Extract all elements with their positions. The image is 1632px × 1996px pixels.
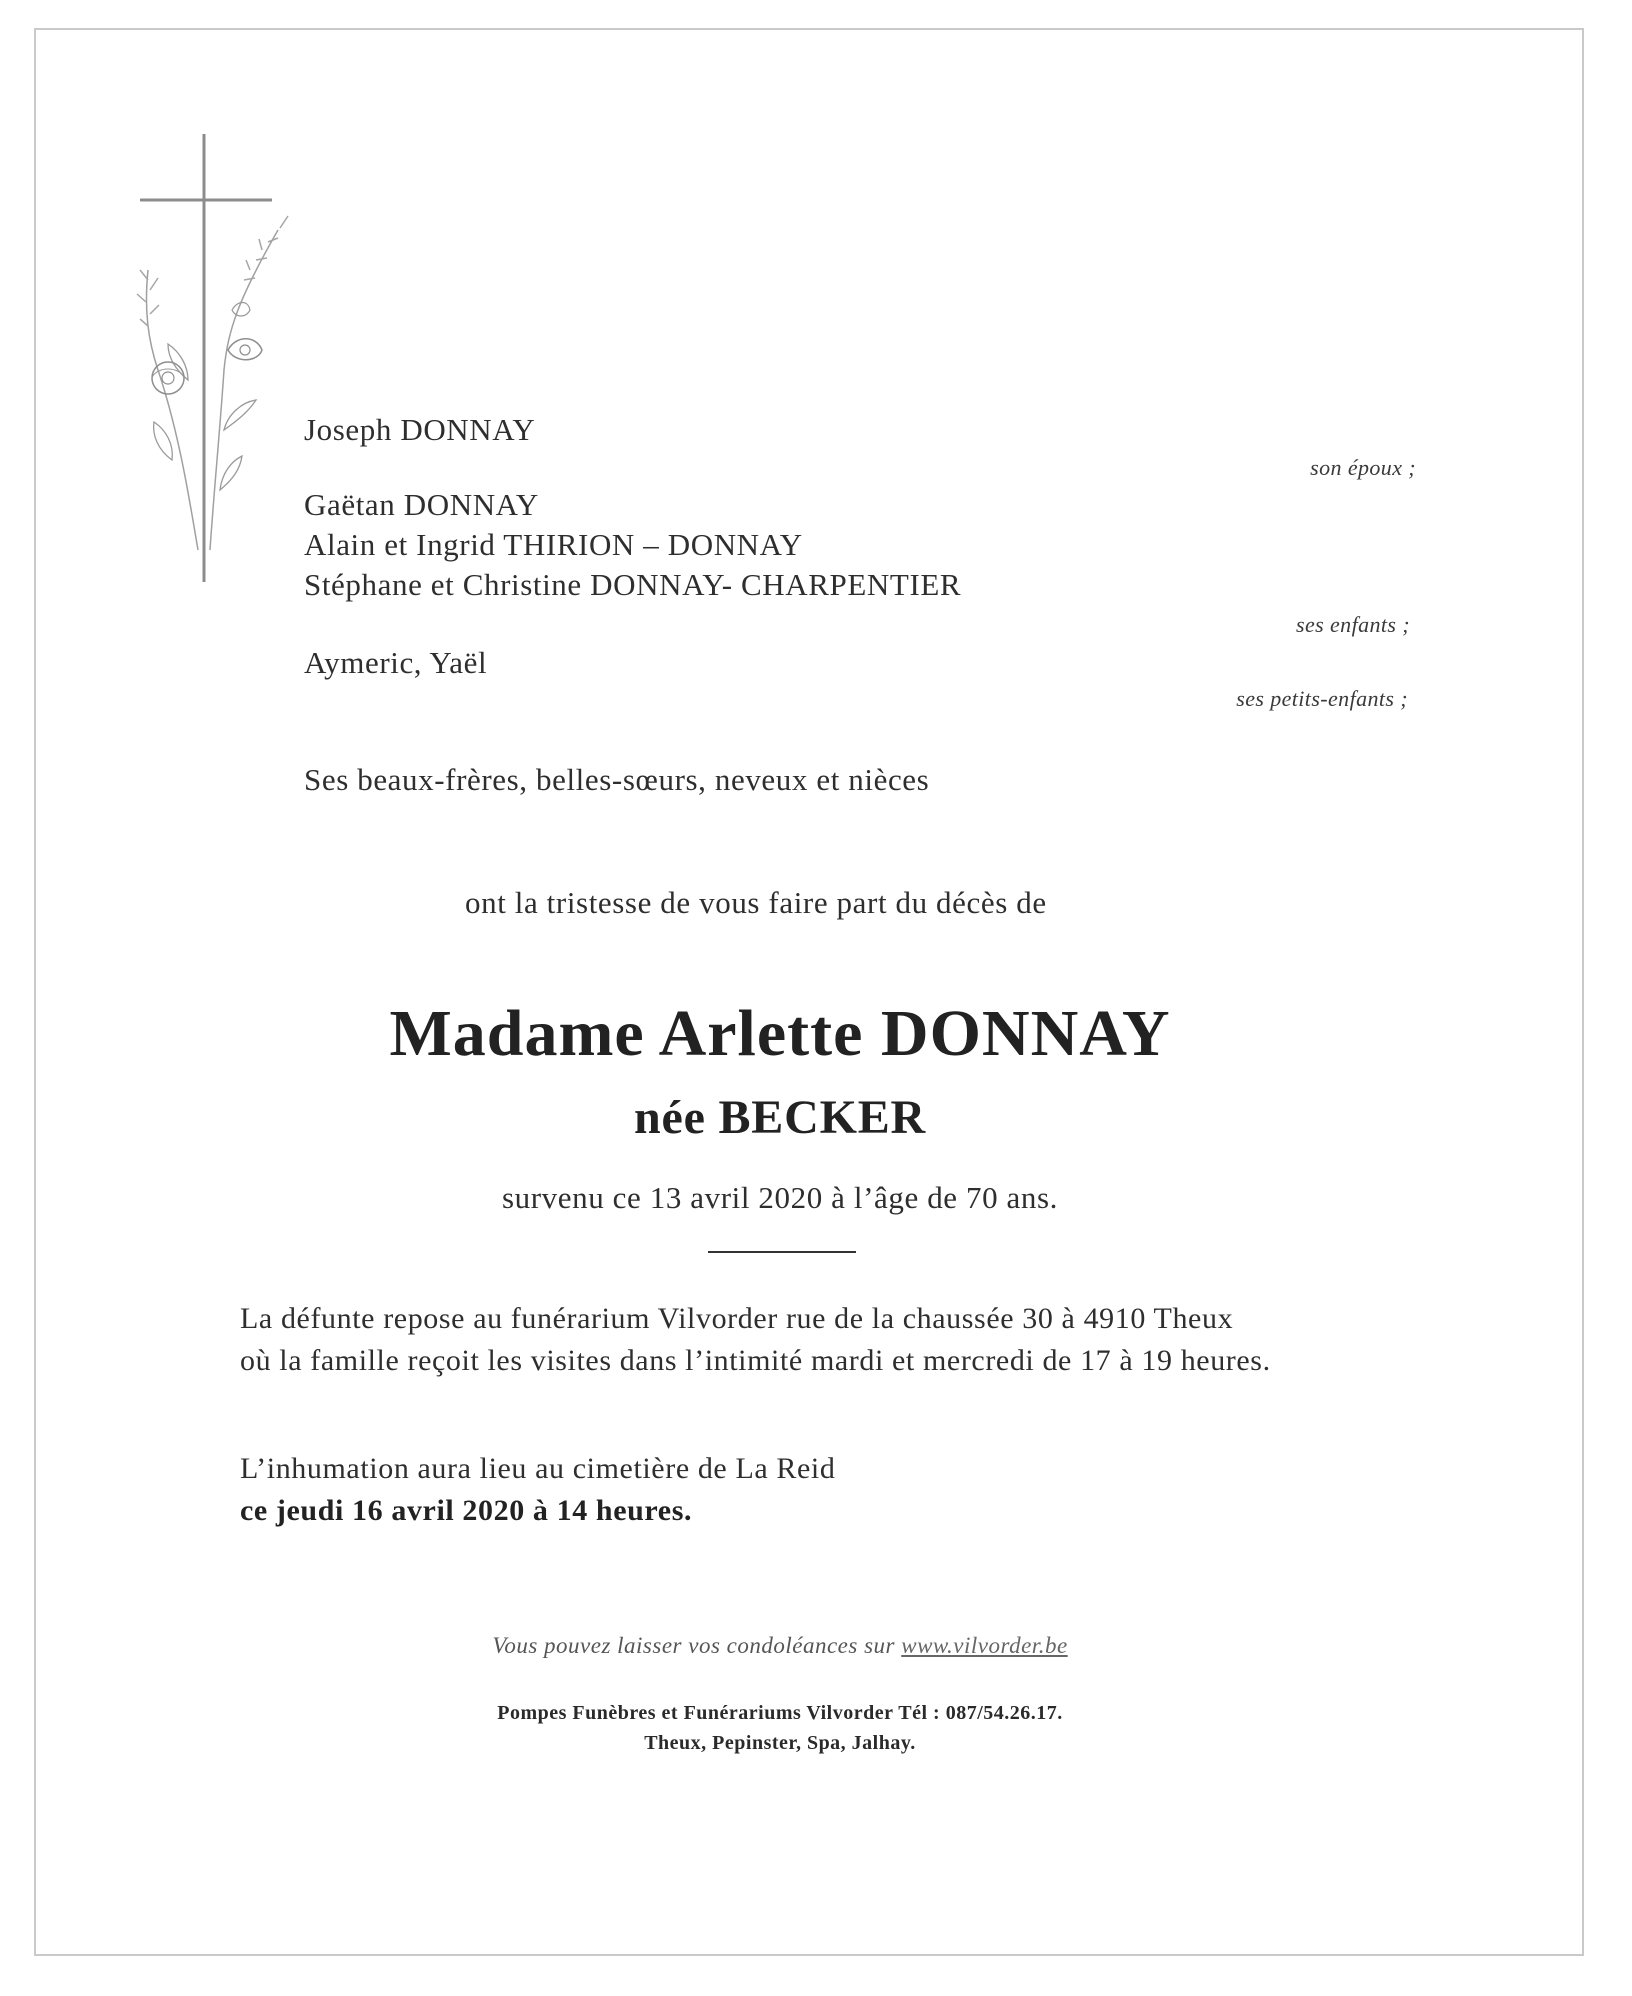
viewing-location: La défunte repose au funérarium Vilvorder rue de la chaussée 30 à 4910 Theux <box>240 1302 1234 1335</box>
death-info: survenu ce 13 avril 2020 à l’âge de 70 ans. <box>501 1180 1059 1215</box>
child-name: Gaëtan DONNAY <box>304 487 539 522</box>
burial-date: ce jeudi 16 avril 2020 à 14 heures. <box>240 1494 693 1527</box>
maiden-name: née BECKER <box>633 1091 926 1144</box>
separator-line <box>708 1251 856 1253</box>
children-role: ses enfants ; <box>1296 612 1410 637</box>
announcement-intro: ont la tristesse de vous faire part du décès de <box>465 885 1047 920</box>
spouse-role: son époux ; <box>1310 455 1416 480</box>
footer-locations: Theux, Pepinster, Spa, Jalhay. <box>644 1732 916 1754</box>
condolences-text: Vous pouvez laisser vos condoléances sur <box>492 1633 895 1658</box>
other-relatives: Ses beaux-frères, belles-sœurs, neveux et nièces <box>304 762 930 797</box>
spouse-name: Joseph DONNAY <box>304 412 536 447</box>
child-name: Alain et Ingrid THIRION – DONNAY <box>304 527 803 562</box>
viewing-hours: où la famille reçoit les visites dans l’intimité mardi et mercredi de 17 à 19 heures. <box>240 1344 1271 1377</box>
condolences-line <box>0 1633 1560 1659</box>
child-name: Stéphane et Christine DONNAY- CHARPENTIER <box>304 567 962 602</box>
condolences-link[interactable]: www.vilvorder.be <box>901 1633 1068 1658</box>
deceased-name: Madame Arlette DONNAY <box>389 997 1171 1070</box>
burial-location: L’inhumation aura lieu au cimetière de La Reid <box>240 1452 836 1485</box>
grandchildren-role: ses petits-enfants ; <box>1236 686 1408 711</box>
grandchildren-names: Aymeric, Yaël <box>304 645 488 680</box>
footer-company: Pompes Funèbres et Funérariums Vilvorder Tél : 087/54.26.17. <box>497 1702 1063 1724</box>
cross-with-flowers-icon <box>128 130 308 590</box>
